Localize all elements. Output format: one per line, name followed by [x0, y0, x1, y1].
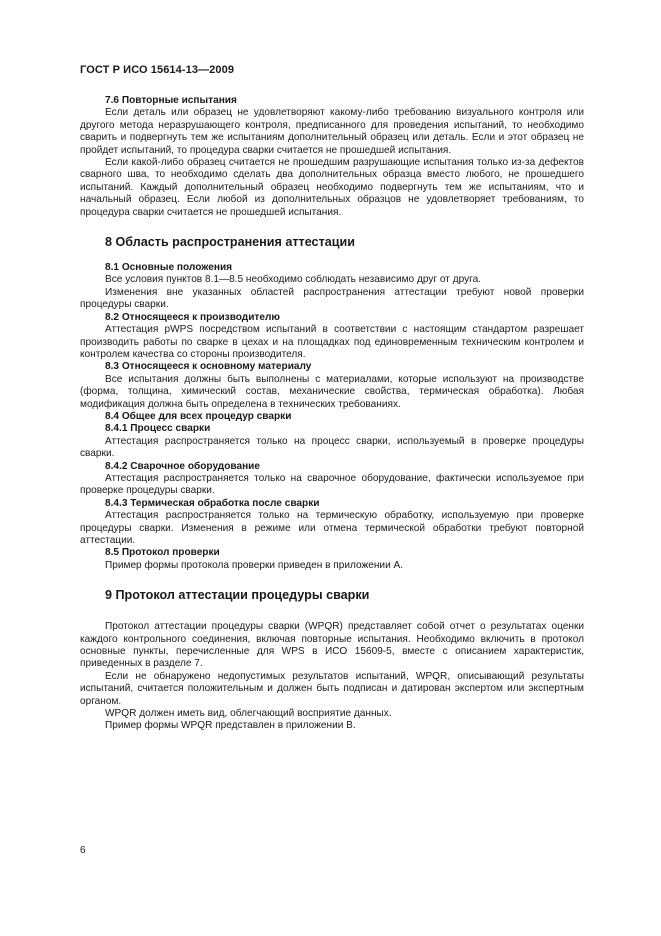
section-8-heading: 8 Область распространения аттестации: [105, 235, 355, 250]
paragraph: Протокол аттестации процедуры сварки (WPQR) представляет собой отчет о результатах оценки каждого контрольного соединения, включая повторные испытания. Необходимо включить в протокол основные пункты, перечисленные для WPS в ИСО 15609-5, вместе с описанием характеристик, приведенных в разделе 7.: [80, 621, 584, 670]
paragraph: Если какой-либо образец считается не прошедшим разрушающие испытания только из-за дефектов сварного шва, то необходимо сделать два дополнительных образца вместо любого, не прошедшего испытаний. Каждый дополнительный образец необходимо подвергнуть тем же испытаниям, что и начальный образец. Если любой из дополнительных образцов не удовлетворяет требованиям, то процедура сварки считается не прошедшей испытания.: [80, 157, 584, 218]
paragraph: WPQR должен иметь вид, облегчающий восприятие данных.: [105, 708, 392, 720]
paragraph: Если деталь или образец не удовлетворяют какому-либо требованию визуального контроля или другого метода неразрушающего контроля, предписанного для проведения испытаний, то необходимо сварить и подвергнуть тем же испытаниям дополнительный образец или деталь. Если и этот образец не пройдет испытаний, то процедура сварки считается не прошедшей испытания.: [80, 107, 584, 156]
paragraph: Изменения вне указанных областей распространения аттестации требуют новой проверки процедуры сварки.: [80, 286, 584, 311]
paragraph: Пример формы WPQR представлен в приложении В.: [105, 720, 356, 732]
subsection-8-4-2-heading: 8.4.2 Сварочное оборудование: [105, 460, 260, 472]
subsection-8-4-1-heading: 8.4.1 Процесс сварки: [105, 423, 211, 435]
document-header: ГОСТ Р ИСО 15614-13—2009: [80, 64, 235, 76]
subsection-8-3-heading: 8.3 Относящееся к основному материалу: [105, 361, 312, 373]
section-9-heading: 9 Протокол аттестации процедуры сварки: [105, 588, 370, 603]
subsection-8-4-heading: 8.4 Общее для всех процедур сварки: [105, 410, 292, 422]
subsection-8-4-3-heading: 8.4.3 Термическая обработка после сварки: [105, 497, 320, 509]
paragraph: Аттестация распространяется только на термическую обработку, используемую при проверке процедуры сварки. Изменения в режиме или отмена термической обработки требуют повторной аттестации.: [80, 510, 584, 546]
paragraph: Если не обнаружено недопустимых результатов испытаний, WPQR, описывающий результаты испытаний, считается положительным и должен быть подписан и датирован экспертом или экспертным органом.: [80, 670, 584, 707]
paragraph: Аттестация распространяется только на сварочное оборудование, фактически используемое при проверке процедуры сварки.: [80, 472, 584, 497]
paragraph: Аттестация pWPS посредством испытаний в соответствии с настоящим стандартом разрешает производить работы по сварке в цехах и на площадках под единовременным техническим контролем и контролем качества со стороны производителя.: [80, 324, 584, 360]
subsection-8-1-heading: 8.1 Основные положения: [105, 262, 233, 274]
page-number: 6: [80, 845, 86, 856]
paragraph: Все условия пунктов 8.1—8.5 необходимо соблюдать независимо друг от друга.: [105, 274, 482, 286]
subsection-7-6-heading: 7.6 Повторные испытания: [105, 95, 237, 106]
subsection-8-5-heading: 8.5 Протокол проверки: [105, 547, 220, 559]
page-content: [80, 95, 584, 733]
paragraph: Аттестация распространяется только на процесс сварки, используемый в проверке процедуры сварки.: [80, 435, 584, 460]
subsection-8-2-heading: 8.2 Относящееся к производителю: [105, 311, 280, 323]
paragraph: Пример формы протокола проверки приведен в приложении А.: [105, 559, 404, 571]
paragraph: Все испытания должны быть выполнены с материалами, которые используют на производстве (форма, толщина, химический состав, механические свойства, термическая обработка). Любая модификация должна быть определена в технических требованиях.: [80, 373, 584, 410]
